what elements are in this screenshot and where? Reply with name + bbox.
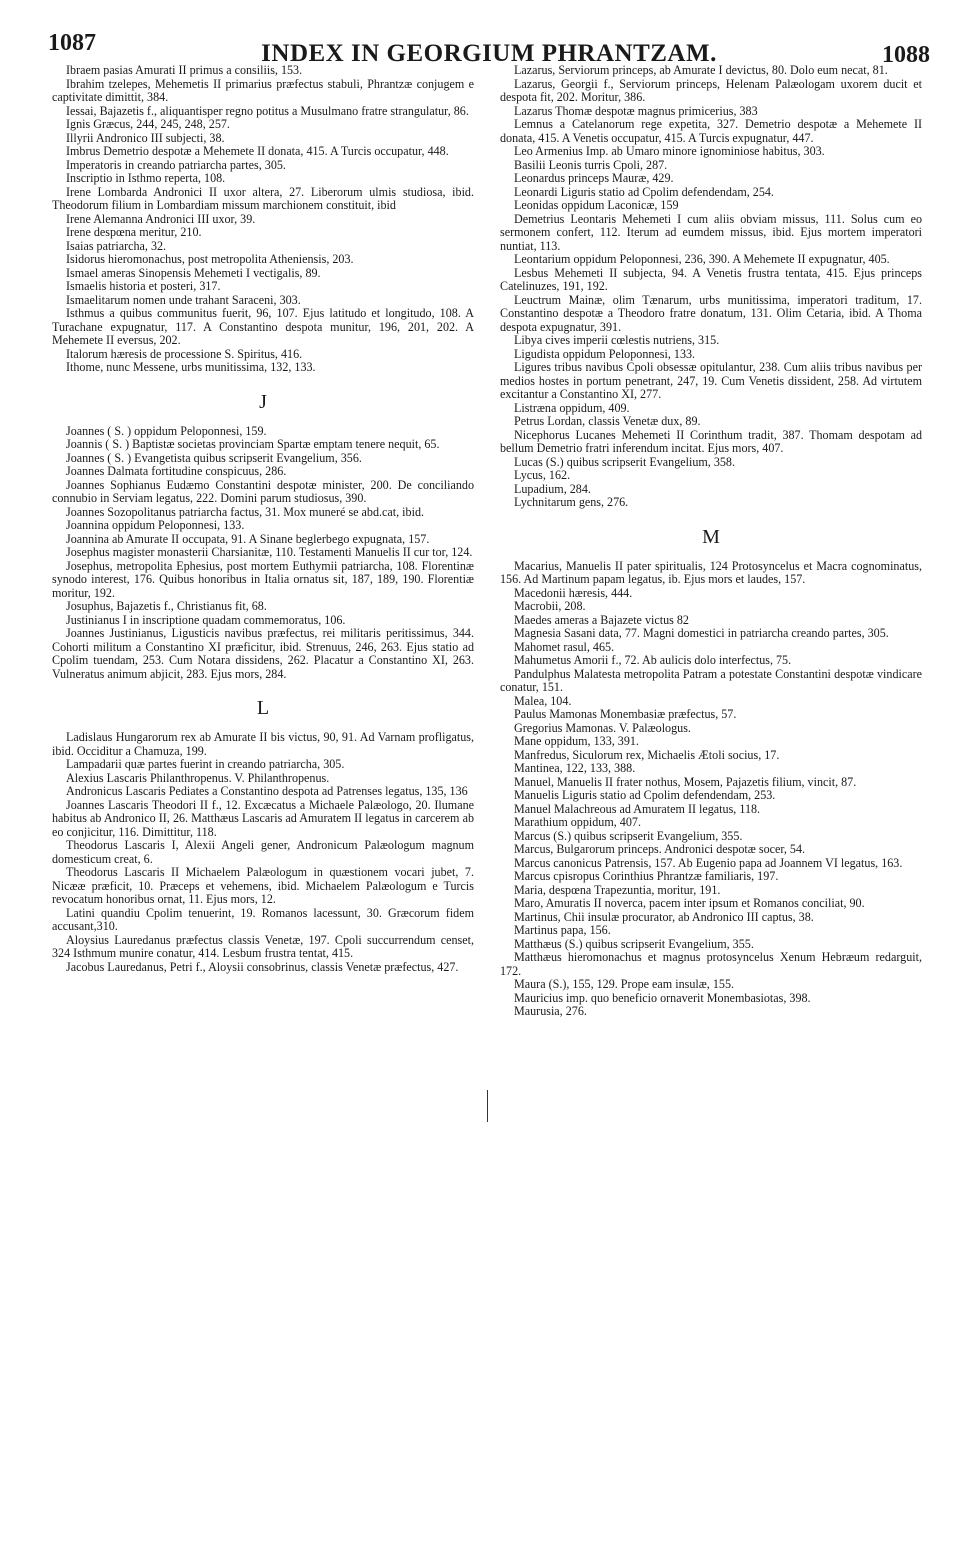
index-entry: Ismael ameras Sinopensis Mehemeti I vectigalis, 89. <box>66 265 321 280</box>
section-letter: M <box>702 525 720 548</box>
index-entry: Lazarus, Georgii f., Serviorum princeps, Helenam Palæologam uxorem ducit et despota fit, 202. Moritur, 386. <box>500 76 922 104</box>
index-entry: Josephus magister monasterii Charsianitæ, 110. Testamenti Manuelis II cur tor, 124. <box>66 545 473 559</box>
index-entry: Joannes Lascaris Theodori II f., 12. Excæcatus a Michaele Palæologo, 20. Ilumane habitus ab Andronico II, 26. Matthæus Lascaris ad Amuratem II legatus in carcerem ab eo conjicitur, 116. Dimittitur, 118. <box>52 797 474 839</box>
index-entry: Ismaelis historia et posteri, 317. <box>66 279 221 293</box>
index-entry: Maurusia, 276. <box>514 1004 587 1018</box>
index-entry: Demetrius Leontaris Mehemeti I cum aliis obviam missus, 111. Solus cum eo sermonem confert, 112. Iterum ad eumdem missus, ibid. Ejus mortem imperatori nuntiat, 113. <box>500 211 922 253</box>
left-column <box>52 64 474 1504</box>
index-entry: Jacobus Lauredanus, Petri f., Aloysii consobrinus, classis Venetæ præfectus, 427. <box>66 959 459 974</box>
index-entry: Matthæus (S.) quibus scripserit Evangelium, 355. <box>514 936 754 951</box>
index-entry: Italorum hæresis de processione S. Spiritus, 416. <box>66 346 303 361</box>
index-entry: Imbrus Demetrio despotæ a Mehemete II donata, 415. A Turcis occupatur, 448. <box>66 144 449 158</box>
index-entry: Isaias patriarcha, 32. <box>66 238 167 253</box>
index-entry: Magnesia Sasani data, 77. Magni domestici in patriarcha creando partes, 305. <box>514 626 889 640</box>
index-entry: Pandulphus Malatesta metropolita Patram a potestate Constantini despotæ vindicare conatur, 151. <box>500 666 922 694</box>
index-entry: Lesbus Mehemeti II subjecta, 94. A Venetis frustra tentata, 415. Ejus princeps Catelinuzes, 191, 192. <box>500 265 922 293</box>
index-entry: Maro, Amuratis II noverca, pacem inter ipsum et Romanos conciliat, 90. <box>514 896 865 910</box>
page-title: INDEX IN GEORGIUM PHRANTZAM. <box>261 40 717 67</box>
index-entry: Lemnus a Catelanorum rege expetita, 327. Demetrio despotæ a Mehemete II donata, 415. A Venetis occupatur, 415. A Turcis expugnatur, 447. <box>500 117 922 145</box>
index-entry: Latini quandiu Cpolim tenuerint, 19. Romanos lacessunt, 30. Græcorum fidem accusant,310. <box>52 905 474 933</box>
index-entry: Leontarium oppidum Peloponnesi, 236, 390. A Mehemete II expugnatur, 405. <box>514 252 890 266</box>
index-entry: Libya cives imperii cœlestis nutriens, 315. <box>514 333 720 347</box>
index-entry: Paulus Mamonas Monembasiæ præfectus, 57. <box>514 707 737 721</box>
index-entry: Manfredus, Siculorum rex, Michaelis Ætoli socius, 17. <box>514 747 780 762</box>
index-entry: Joannina ab Amurate II occupata, 91. A Sinane beglerbego expugnata, 157. <box>66 531 430 546</box>
index-entry: Leonidas oppidum Laconicæ, 159 <box>514 198 679 212</box>
index-entry: Inscriptio in Isthmo reperta, 108. <box>66 171 226 185</box>
index-entry: Lazarus Thomæ despotæ magnus primicerius, 383 <box>514 103 758 118</box>
index-entry: Leuctrum Mainæ, olim Tænarum, urbs munitissima, imperatori traditum, 17. Constantino despotæ a Theodoro fratre donatum, 131. Olim Cetaria, ibid. A Thoma despota expugnatur, 391. <box>500 292 922 334</box>
index-entry: Martinus, Chii insulæ procurator, ab Andronico III captus, 38. <box>514 909 814 924</box>
index-entry: Imperatoris in creando patriarcha partes, 305. <box>66 157 286 172</box>
index-entry: Joannes ( S. ) Evangetista quibus scripserit Evangelium, 356. <box>66 450 362 465</box>
index-entry: Mane oppidum, 133, 391. <box>514 734 639 748</box>
index-entry: Matthæus hieromonachus et magnus protosyncelus Xenum Hebræum redarguit, 172. <box>500 950 922 978</box>
index-entry: Mahomet rasul, 465. <box>514 639 615 654</box>
index-entry: Marcus (S.) quibus scripserit Evangelium, 355. <box>514 828 743 843</box>
section-letter: J <box>259 390 267 413</box>
index-entry: Alexius Lascaris Philanthropenus. V. Philanthropenus. <box>66 770 330 785</box>
index-entry: Ladislaus Hungarorum rex ab Amurate II bis victus, 90, 91. Ad Varnam profligatus, ibid. Occiditur a Chamuza, 199. <box>52 730 474 758</box>
index-entry: Manuelis Liguris statio ad Cpolim defendendam, 253. <box>514 788 776 802</box>
index-entry: Maedes ameras a Bajazete victus 82 <box>514 612 689 627</box>
index-entry: Ibrahim tzelepes, Mehemetis II primarius præfectus stabuli, Phrantzæ conjugem e captivitate dimittit, 384. <box>52 76 474 104</box>
index-entry: Macedonii hæresis, 444. <box>514 585 633 600</box>
index-entry: Irene despœna meritur, 210. <box>66 225 202 239</box>
page-number-left: 1087 <box>48 30 96 56</box>
index-entry: Marathium oppidum, 407. <box>514 815 641 829</box>
index-entry: Andronicus Lascaris Pediates a Constantino despota ad Patrenses legatus, 135, 136 <box>66 784 468 798</box>
index-entry: Irene Lombarda Andronici II uxor altera, 27. Liberorum ulmis studiosa, ibid. Theodorum filium in Lombardiam missum marchionem constituit, ibid <box>52 184 474 212</box>
index-entry: Ligudista oppidum Peloponnesi, 133. <box>514 346 696 361</box>
index-entry: Ignis Græcus, 244, 245, 248, 257. <box>66 117 230 131</box>
page-number-right: 1088 <box>882 42 930 68</box>
right-column <box>500 64 922 1504</box>
index-entry: Lychnitarum gens, 276. <box>514 495 629 509</box>
index-entry: Justinianus I in inscriptione quadam commemoratus, 106. <box>66 612 346 627</box>
index-entry: Manuel, Manuelis II frater nothus, Mosem, Pajazetis filium, vincit, 87. <box>514 774 857 789</box>
index-entry: Macrobii, 208. <box>514 599 586 613</box>
index-entry: Nicephorus Lucanes Mehemeti II Corinthum tradit, 387. Thomam despotam ad bellum Demetrio fratri inferendum incitat. Ejus mors, 407. <box>500 427 922 455</box>
index-entry: Joannes Justinianus, Ligusticis navibus præfectus, rei militaris peritissimus, 344. Cohorti militum a Constantino XI præficitur, ibid. Strenuus, 246, 263. Ejus statio ad Cpolim tuendam, 253. Cum Notara dissidens, 262. Placatur a Constantino XI, 263. Vulneratus animum abjicit, 283. Ejus mors, 284. <box>52 626 474 681</box>
index-entry: Macarius, Manuelis II pater spiritualis, 124 Protosyncelus et Macra cognominatus, 156. Ad Martinum papam legatus, ib. Ejus mors et laudes, 157. <box>500 558 922 586</box>
index-entry: Theodorus Lascaris II Michaelem Palæologum in quæstionem vocari jubet, 7. Nicææ præficit, 10. Præceps et vehemens, ibid. Michaelem Palæologum e Turcis revocatum honoribus ornat, 11. Ejus mors, 12. <box>52 865 474 906</box>
column-divider <box>487 1090 488 1122</box>
index-entry: Lampadarii quæ partes fuerint in creando patriarcha, 305. <box>66 757 345 771</box>
index-entry: Joannes ( S. ) oppidum Peloponnesi, 159. <box>66 423 267 438</box>
index-entry: Ligures tribus navibus Cpoli obsessæ opitulantur, 238. Cum aliis tribus navibus per medios hostes in portum penetrant, 247, 19. Cum Venetis dissident, 258. Ad virtutem excitantur a Constantino XI, 277. <box>500 360 922 401</box>
index-entry: Maria, despœna Trapezuntia, moritur, 191. <box>514 882 721 897</box>
index-entry: Joannina oppidum Peloponnesi, 133. <box>66 518 245 532</box>
index-entry: Basilii Leonis turris Cpoli, 287. <box>514 157 668 172</box>
index-entry: Martinus papa, 156. <box>514 923 611 937</box>
index-entry: Marcus cpisropus Corinthius Phrantzæ familiaris, 197. <box>514 869 779 883</box>
index-entry: Leonardus princeps Mauræ, 429. <box>514 171 674 185</box>
index-entry: Aloysius Lauredanus præfectus classis Venetæ, 197. Cpoli succurrendum censet, 324 Isthmum munire conatur, 414. Lesbum frustra tentat, 415. <box>52 932 474 960</box>
page-header <box>48 24 930 68</box>
index-entry: Joannes Sozopolitanus patriarcha factus, 31. Mox muneré se abd.cat, ibid. <box>66 504 425 519</box>
index-entry: Mantinea, 122, 133, 388. <box>514 761 636 775</box>
index-entry: Marcus canonicus Patrensis, 157. Ab Eugenio papa ad Joannem VI legatus, 163. <box>514 855 903 870</box>
index-entry: Joannis ( S. ) Baptistæ societas provinciam Spartæ emptam tenere nequit, 65. <box>66 437 440 451</box>
index-entry: Josuphus, Bajazetis f., Christianus fit, 68. <box>66 599 267 613</box>
index-entry: Isthmus a quibus communitus fuerit, 96, 107. Ejus latitudo et longitudo, 108. A Turachane expugnatur, 117. A Constantino despota munitur, 196, 201, 202. A Mehemete II eversus, 202. <box>52 306 474 347</box>
index-entry: Illyrii Andronico III subjecti, 38. <box>66 130 225 145</box>
index-entry: Mahumetus Amorii f., 72. Ab aulicis dolo interfectus, 75. <box>514 653 792 667</box>
index-entry: Malea, 104. <box>514 693 572 708</box>
index-entry: Ibraem pasias Amurati II primus a consiliis, 153. <box>66 64 303 77</box>
index-entry: Petrus Lordan, classis Venetæ dux, 89. <box>514 414 701 428</box>
index-entry: Leonardi Liguris statio ad Cpolim defendendam, 254. <box>514 184 774 199</box>
index-entry: Irene Alemanna Andronici III uxor, 39. <box>66 211 256 226</box>
index-entry: Marcus, Bulgarorum princeps. Andronici despotæ socer, 54. <box>514 842 806 856</box>
index-entry: Lupadium, 284. <box>514 481 591 496</box>
index-entry: Mauricius imp. quo beneficio ornaverit Monembasiotas, 398. <box>514 990 811 1005</box>
index-entry: Theodorus Lascaris I, Alexii Angeli gener, Andronicum Palæologum magnum domesticum creat, 6. <box>52 838 474 866</box>
index-entry: Leo Armenius Imp. ab Umaro minore ignominiose habitus, 303. <box>514 144 825 158</box>
index-entry: Joannes Sophianus Eudæmo Constantini despotæ minister, 200. De conciliando connubio in Serviam legatus, 222. Domini parum studiosus, 390. <box>52 477 474 505</box>
index-entry: Ithome, nunc Messene, urbs munitissima, 132, 133. <box>66 360 316 374</box>
index-entry: Lucas (S.) quibus scripserit Evangelium, 358. <box>514 454 736 469</box>
index-entry: Maura (S.), 155, 129. Prope eam insulæ, 155. <box>514 977 735 991</box>
index-entry: Iessai, Bajazetis f., aliquantisper regno potitus a Musulmano fratre strangulatur, 86. <box>66 103 469 118</box>
index-entry: Gregorius Mamonas. V. Palæologus. <box>514 720 691 735</box>
index-entry: Josephus, metropolita Ephesius, post mortem Euthymii patriarcha, 108. Florentinæ synodo interest, 176. Quibus honoribus in Italia ornatus sit, 187, 189, 190. Florentiæ moritur, 192. <box>52 558 474 600</box>
index-entry: Manuel Malachreous ad Amuratem II legatus, 118. <box>514 801 761 816</box>
index-entry: Ismaelitarum nomen unde trahant Saraceni, 303. <box>66 292 301 307</box>
index-entry: Lycus, 162. <box>514 468 571 482</box>
index-entry: Joannes Dalmata fortitudine conspicuus, 286. <box>66 464 287 478</box>
section-letter: L <box>256 697 270 719</box>
index-entry: Isidorus hieromonachus, post metropolita Atheniensis, 203. <box>66 252 354 266</box>
index-entry: Lazarus, Serviorum princeps, ab Amurate I devictus, 80. Dolo eum necat, 81. <box>514 64 888 77</box>
index-entry: Listræna oppidum, 409. <box>514 400 630 415</box>
